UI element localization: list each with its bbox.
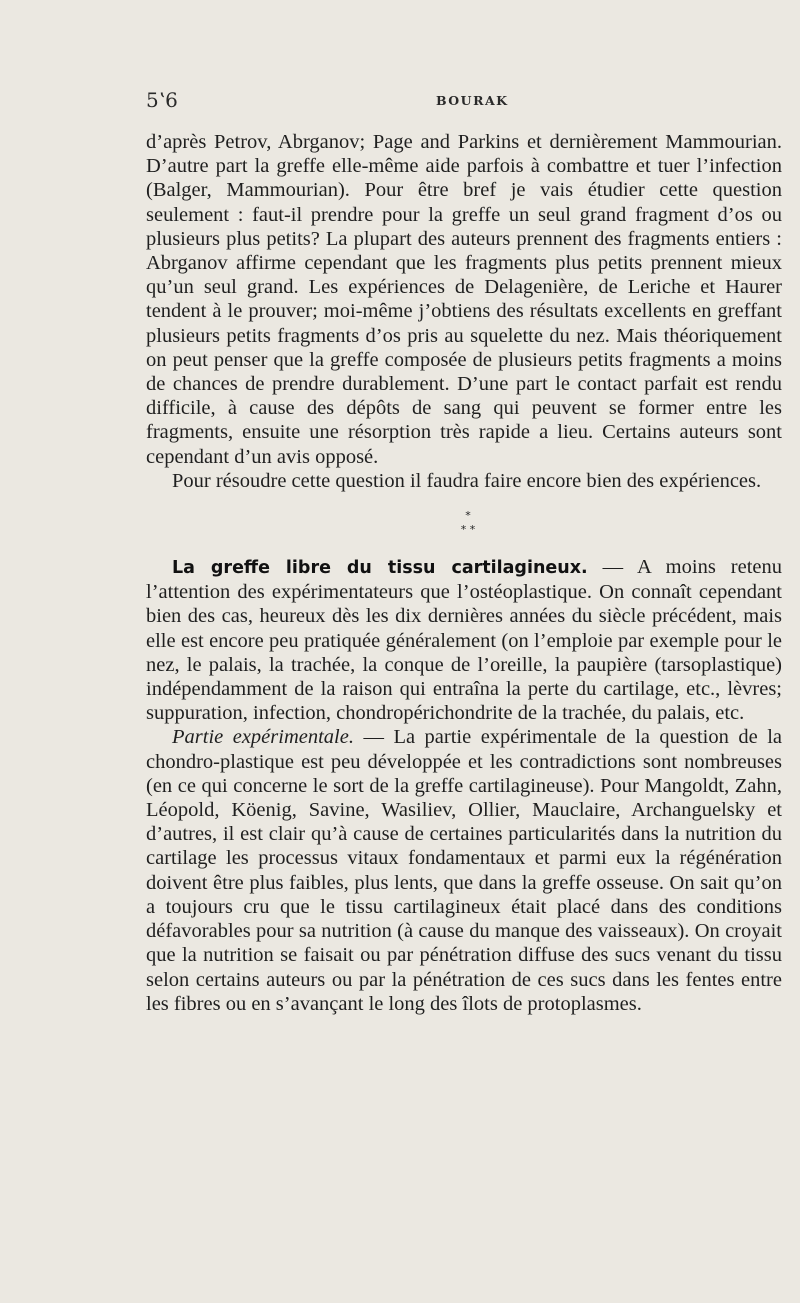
paragraph-grafting-fragments: d’après Petrov, Abrganov; Page and Parkins et dernièrement Mammourian. D’autre part la greffe elle-même aide parfois à combattre et tuer l’infection (Balger, Mammourian). Pour être bref je vais étudier cette question seulement : faut-il prendre pour la greffe un seul grand fragment d’os ou plusieurs plus petits? La plupart des auteurs prennent des fragments entiers : Abrganov affirme cependant que les fragments plus petits prennent mieux qu’un seul grand. Les expériences de Delagenière, de Leriche et Haurer tendent à le prouver; moi-même j’obtiens des résultats excellents en greffant plusieurs petits fragments d’os pris au squelette du nez. Mais théoriquement on peut penser que la greffe composée de plusieurs petits fragments a moins de chances de prendre durablement. D’une part le contact parfait est rendu difficile, à cause des dépôts de sang qui peuvent se former entre les fragments, ensuite une résorption très rapide a lieu. Certains auteurs sont cependant d’un avis opposé. xyxy=(146,131,782,468)
asterism-top: * xyxy=(465,509,471,523)
paragraph-cartilage-intro xyxy=(146,555,782,725)
paragraph-experimental xyxy=(146,725,782,1015)
page-header xyxy=(146,88,786,118)
asterism-separator xyxy=(146,509,782,537)
experimental-heading: Partie expérimentale. xyxy=(172,726,354,749)
body-text xyxy=(146,130,782,1016)
paragraph-experimental-text: — La partie expérimentale de la question de la chondro-plastique est peu développée et les contradictions sont nombreuses (en ce qui concerne le sort de la greffe cartilagineuse). Pour Mangoldt, Zahn, Léopold, Köenig, Savine, Wasiliev, Ollier, Mauclaire, Archanguelsky et d’autres, il est clair qu’à cause de certaines particularités dans la nutrition du cartilage les processus vitaux fondamentaux et parmi eux la régénération doivent être plus faibles, plus lents, que dans la greffe osseuse. On sait qu’on a toujours cru que le tissu cartilagineux était placé dans des conditions défavorables pour sa nutrition (à cause du manque des vaisseaux). On croyait que la nutrition se faisait ou par pénétration diffuse des sucs venant du tissu selon certains auteurs ou par la pénétration de ces sucs dans les fentes entre les fibres ou en s’avançant le long des îlots de protoplasmes. xyxy=(146,726,782,1015)
section-title: La greffe libre du tissu cartilagineux. xyxy=(172,558,588,579)
paragraph-cartilage-text: — A moins retenu l’attention des expérimentateurs que l’ostéoplastique. On connaît cependant bien des cas, heureux dès les dix dernières années du siècle précédent, mais elle est encore peu pratiquée généralement (on l’emploie par exemple pour le nez, le palais, la trachée, la conque de l’oreille, la paupière (tarsoplastique) indépendamment de la raison qui entraîna la perte du cartilage, etc., lèvres; suppuration, infection, chondropérichondrite de la trachée, du palais, etc. xyxy=(146,556,782,725)
running-head: BOURAK xyxy=(436,93,509,108)
page-number: 5ʽ6 xyxy=(146,88,178,112)
asterism-bottom: * * xyxy=(460,523,476,537)
paragraph-conclusion: Pour résoudre cette question il faudra faire encore bien des expériences. xyxy=(172,469,762,492)
